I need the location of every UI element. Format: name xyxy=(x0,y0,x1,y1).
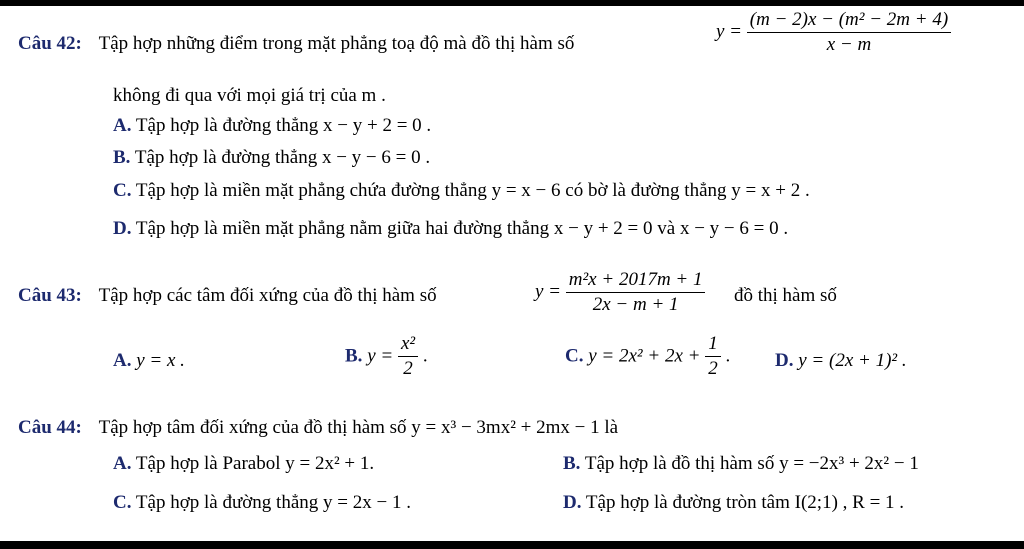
q43-option-b-fraction xyxy=(398,332,418,381)
q42-option-c-letter: C. xyxy=(113,180,132,201)
q43-stem: Tập hợp các tâm đối xứng của đồ thị hàm số xyxy=(98,285,437,306)
q43-func-prefix: y = xyxy=(535,280,562,302)
q43-option-b-numerator: x² xyxy=(398,332,418,357)
q42-stem: Tập hợp những điểm trong mặt phẳng toạ độ mà đồ thị hàm số xyxy=(98,33,575,54)
q44-option-a-letter: A. xyxy=(113,453,132,474)
q42-label: Câu 42: xyxy=(18,33,82,54)
q43-option-b-prefix: y = xyxy=(367,345,394,367)
q43-option-c-numerator: 1 xyxy=(705,332,721,357)
q44-label: Câu 44: xyxy=(18,417,82,438)
q42-option-c xyxy=(113,179,810,203)
q44-stem-line xyxy=(18,416,618,440)
q43-function xyxy=(535,268,705,317)
q43-func-denominator: 2x − m + 1 xyxy=(592,294,679,315)
q43-option-a-text: y = x . xyxy=(136,350,185,371)
q44-option-d-text: Tập hợp là đường tròn tâm I(2;1) , R = 1 . xyxy=(585,492,905,513)
q43-stem-line xyxy=(18,284,437,308)
q43-option-c-denominator: 2 xyxy=(708,358,718,379)
q43-option-a-letter: A. xyxy=(113,350,132,371)
q42-option-d-letter: D. xyxy=(113,218,132,239)
q44-option-a xyxy=(113,452,374,476)
q42-stem-line xyxy=(18,32,574,56)
q43-option-d-text: y = (2x + 1)² . xyxy=(798,350,907,371)
q42-func-denominator: x − m xyxy=(826,34,872,55)
q42-option-b xyxy=(113,146,430,170)
q42-function xyxy=(716,8,951,57)
q42-func-prefix: y = xyxy=(716,20,743,42)
q43-label: Câu 43: xyxy=(18,285,82,306)
q44-option-c-text: Tập hợp là đường thẳng y = 2x − 1 . xyxy=(135,492,411,513)
q43-option-b-letter: B. xyxy=(345,345,363,367)
q42-option-b-letter: B. xyxy=(113,147,131,168)
q42-option-c-text: Tập hợp là miền mặt phẳng chứa đường thẳng y = x − 6 có bờ là đường thẳng y = x + 2 . xyxy=(135,180,810,201)
q44-option-a-text: Tập hợp là Parabol y = 2x² + 1. xyxy=(135,453,375,474)
q42-option-d-text: Tập hợp là miền mặt phẳng nằm giữa hai đường thẳng x − y + 2 = 0 và x − y − 6 = 0 . xyxy=(135,218,789,239)
q43-option-d-letter: D. xyxy=(775,350,794,371)
q44-option-b xyxy=(563,452,919,476)
q42-option-a xyxy=(113,114,431,138)
q44-option-b-text: Tập hợp là đồ thị hàm số y = −2x³ + 2x² − 1 xyxy=(584,453,919,474)
bottom-border xyxy=(0,541,1024,549)
q42-fraction xyxy=(747,8,951,57)
q43-option-c-fraction xyxy=(705,332,721,381)
q44-stem: Tập hợp tâm đối xứng của đồ thị hàm số y = x³ − 3mx² + 2mx − 1 là xyxy=(98,417,619,438)
q44-option-d-letter: D. xyxy=(563,492,582,513)
q44-option-c-letter: C. xyxy=(113,492,132,513)
q42-func-numerator: (m − 2)x − (m² − 2m + 4) xyxy=(747,8,951,33)
q44-option-d xyxy=(563,491,904,515)
q42-option-d xyxy=(113,217,788,241)
q44-option-b-letter: B. xyxy=(563,453,581,474)
q44-option-c xyxy=(113,491,411,515)
q43-func-numerator: m²x + 2017m + 1 xyxy=(566,268,706,293)
q43-option-b xyxy=(345,332,428,381)
q43-option-c-prefix: y = 2x² + 2x + xyxy=(588,345,701,367)
q42-option-b-text: Tập hợp là đường thẳng x − y − 6 = 0 . xyxy=(134,147,431,168)
q42-option-a-letter: A. xyxy=(113,115,132,136)
q42-stem2: không đi qua với mọi giá trị của m . xyxy=(113,85,386,106)
top-border xyxy=(0,0,1024,6)
q43-option-c-letter: C. xyxy=(565,345,584,367)
q42-option-a-text: Tập hợp là đường thẳng x − y + 2 = 0 . xyxy=(135,115,432,136)
q43-fraction xyxy=(566,268,706,317)
q43-option-d xyxy=(775,350,907,372)
q43-stem2: đồ thị hàm số xyxy=(734,285,837,306)
q43-option-b-denominator: 2 xyxy=(403,358,413,379)
q43-option-c xyxy=(565,332,730,381)
q43-option-a xyxy=(113,350,185,372)
q43-option-b-suffix: . xyxy=(422,345,428,367)
q43-option-c-suffix: . xyxy=(725,345,731,367)
